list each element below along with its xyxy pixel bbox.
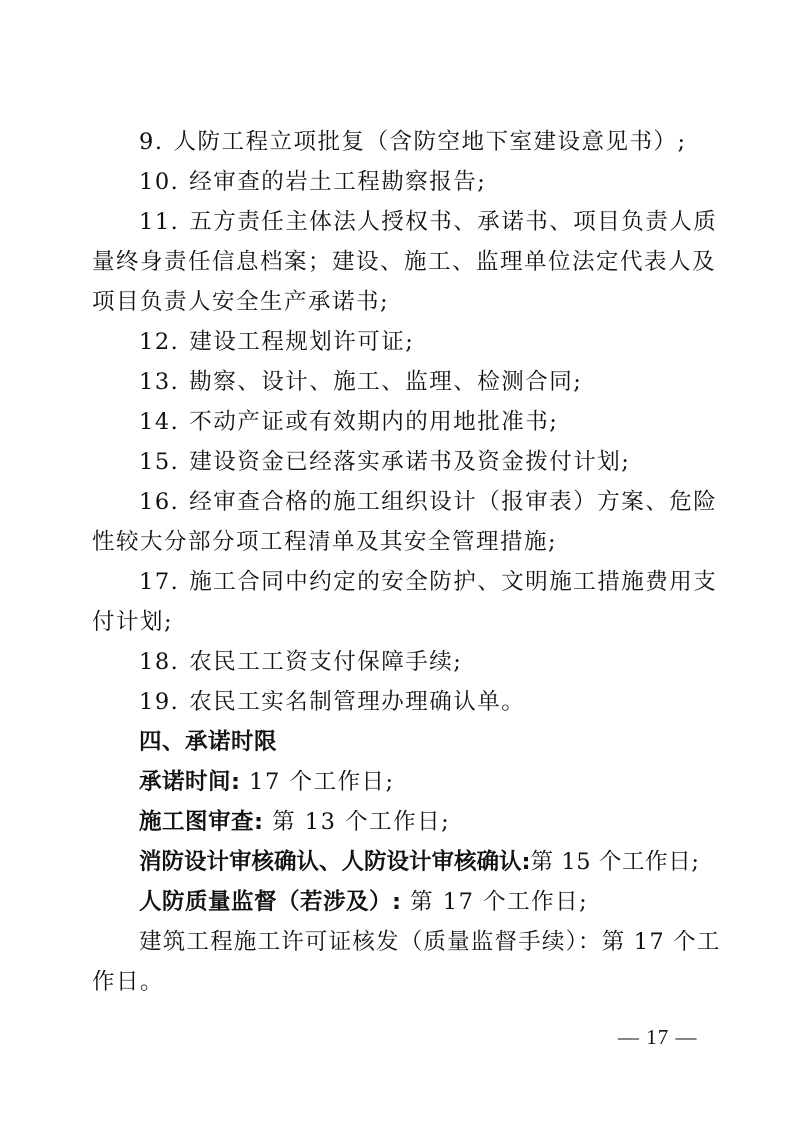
item-number: 17. (139, 569, 180, 595)
list-item-14 (139, 407, 704, 437)
list-item-11-continuation: 项目负责人安全生产承诺书; (92, 289, 390, 315)
list-item-9 (139, 127, 704, 157)
deadline-label: 承诺时间: (139, 769, 241, 795)
closing-line: 建筑工程施工许可证核发（质量监督手续）：第 17 个工 (139, 929, 721, 955)
list-item-13 (139, 367, 704, 397)
section-heading: 四、承诺时限 (139, 729, 278, 755)
list-item-16 (139, 487, 718, 517)
item-text: 不动产证或有效期内的用地批准书; (189, 409, 559, 435)
item-text: 经审查的岩土工程勘察报告; (189, 169, 487, 195)
deadline-label: 人防质量监督（若涉及）: (139, 889, 402, 915)
deadline-value: 第 17 个工作日; (410, 889, 589, 915)
list-item-10 (139, 167, 704, 197)
item-text: 人防工程立项批复（含防空地下室建设意见书）; (173, 129, 687, 155)
list-item-19 (139, 687, 704, 717)
deadline-line (139, 807, 704, 837)
item-text: 建设工程规划许可证; (189, 329, 415, 355)
item-number: 19. (139, 689, 180, 715)
item-number: 9. (139, 129, 164, 155)
item-number: 13. (139, 369, 180, 395)
list-item-12 (139, 327, 704, 357)
list-item-16-continuation: 性较大分部分项工程清单及其安全管理措施; (92, 529, 558, 555)
item-number: 15. (139, 449, 180, 475)
deadline-label: 施工图审查: (139, 809, 264, 835)
item-number: 12. (139, 329, 180, 355)
item-number: 14. (139, 409, 180, 435)
deadline-line (139, 887, 704, 917)
item-text: 经审查合格的施工组织设计（报审表）方案、危险 (189, 489, 718, 515)
list-item-11 (139, 207, 718, 237)
deadline-value: 第 15 个工作日; (530, 849, 700, 875)
item-text: 建设资金已经落实承诺书及资金拨付计划; (189, 449, 631, 475)
item-text: 农民工工资支付保障手续; (189, 649, 463, 675)
item-number: 18. (139, 649, 180, 675)
item-text: 勘察、设计、施工、监理、检测合同; (189, 369, 583, 395)
item-number: 16. (139, 489, 180, 515)
deadline-label: 消防设计审核确认、人防设计审核确认: (139, 849, 531, 875)
item-text: 施工合同中约定的安全防护、文明施工措施费用支 (189, 569, 718, 595)
list-item-11-continuation: 量终身责任信息档案；建设、施工、监理单位法定代表人及 (92, 249, 717, 275)
item-number: 11. (139, 209, 180, 235)
deadline-line (139, 847, 704, 877)
closing-line-continuation: 作日。 (92, 969, 165, 995)
item-text: 五方责任主体法人授权书、承诺书、项目负责人质 (189, 209, 718, 235)
list-item-15 (139, 447, 704, 477)
deadline-value: 17 个工作日; (249, 769, 395, 795)
deadline-line (139, 767, 704, 797)
page-number: — 17 — (618, 1025, 698, 1049)
list-item-17 (139, 567, 718, 597)
list-item-17-continuation: 付计划; (92, 609, 174, 635)
item-text: 农民工实名制管理办理确认单。 (189, 689, 526, 715)
item-number: 10. (139, 169, 180, 195)
list-item-18 (139, 647, 704, 677)
deadline-value: 第 13 个工作日; (272, 809, 451, 835)
